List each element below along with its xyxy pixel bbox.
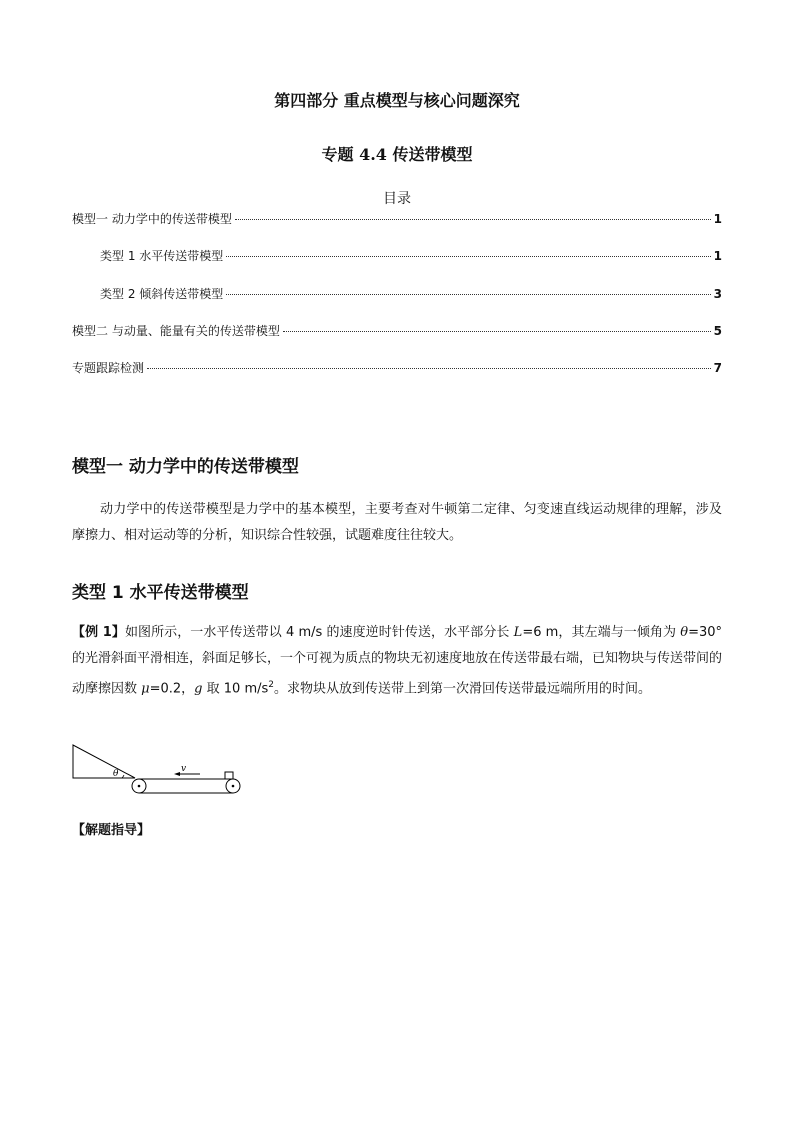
example-text-part: 。求物块从放到传送带上到第一次滑回传送带最远端所用的时间。: [274, 681, 652, 697]
toc-leader: [283, 331, 711, 332]
toc-item-model1[interactable]: [72, 210, 722, 227]
example-text-part: 如图所示，一水平传送带以 4 m/s 的速度逆时针传送，水平部分长: [124, 625, 514, 640]
toc-heading: 目录: [383, 191, 411, 207]
incline-triangle: [73, 745, 135, 778]
example-text-part: =6 m，其左端与一倾角为: [522, 625, 681, 640]
example-text-part: =30°的光滑斜面平滑相连，斜面足够长，一个可视为质点的物块无初速度地放在传送带最右端，已知物块与传送带间的动摩擦因数: [72, 625, 723, 697]
toc-leader: [235, 219, 711, 220]
block: [225, 772, 233, 779]
right-pulley-axle: [232, 785, 235, 788]
toc-item-label: 专题跟踪检测: [72, 361, 145, 375]
guide-label: 【解题指导】: [72, 823, 151, 838]
v-label: v: [181, 764, 187, 774]
topic-title: 专题 4.4 传送带模型: [321, 145, 473, 164]
part-title: 第四部分 重点模型与核心问题深究: [274, 91, 520, 110]
toc-item-type1[interactable]: [100, 247, 722, 264]
superscript: 2: [268, 680, 274, 690]
toc-leader: [226, 256, 710, 257]
toc-item-page: 3: [713, 287, 722, 301]
toc-item-page: 1: [713, 249, 722, 263]
toc-item-page: 5: [713, 324, 722, 338]
example-text-part: 取 10 m/s: [202, 681, 269, 697]
theta-label: θ: [113, 769, 119, 779]
toc-leader: [226, 294, 710, 295]
toc-leader: [147, 368, 711, 369]
var-theta: θ: [680, 625, 689, 640]
var-L: L: [513, 625, 523, 640]
toc-item-tracking[interactable]: [72, 359, 722, 376]
var-mu: μ: [141, 681, 150, 697]
left-pulley-axle: [138, 785, 141, 788]
var-g: g: [194, 681, 203, 697]
toc-item-label: 模型二 与动量、能量有关的传送带模型: [72, 324, 280, 338]
example-tag: 【例 1】: [72, 625, 125, 640]
velocity-arrowhead: [174, 772, 180, 776]
toc-item-page: 7: [713, 361, 722, 375]
section1-heading: 模型一 动力学中的传送带模型: [72, 457, 299, 477]
toc-item-type2[interactable]: [100, 285, 722, 302]
toc-item-model2[interactable]: [72, 322, 722, 339]
type1-heading: 类型 1 水平传送带模型: [72, 583, 249, 603]
conveyor-figure: [70, 742, 250, 798]
toc-item-label: 模型一 动力学中的传送带模型: [72, 212, 232, 226]
toc-item-label: 类型 1 水平传送带模型: [100, 249, 224, 263]
section1-intro: 动力学中的传送带模型是力学中的基本模型，主要考查对牛顿第二定律、匀变速直线运动规律的理解，涉及摩擦力、相对运动等的分析，知识综合性较强，试题难度往往较大。: [72, 502, 722, 543]
example-text-part: =0.2，: [149, 681, 195, 697]
example1-text: [72, 620, 722, 702]
toc-item-page: 1: [713, 212, 722, 226]
toc-item-label: 类型 2 倾斜传送带模型: [100, 287, 224, 301]
